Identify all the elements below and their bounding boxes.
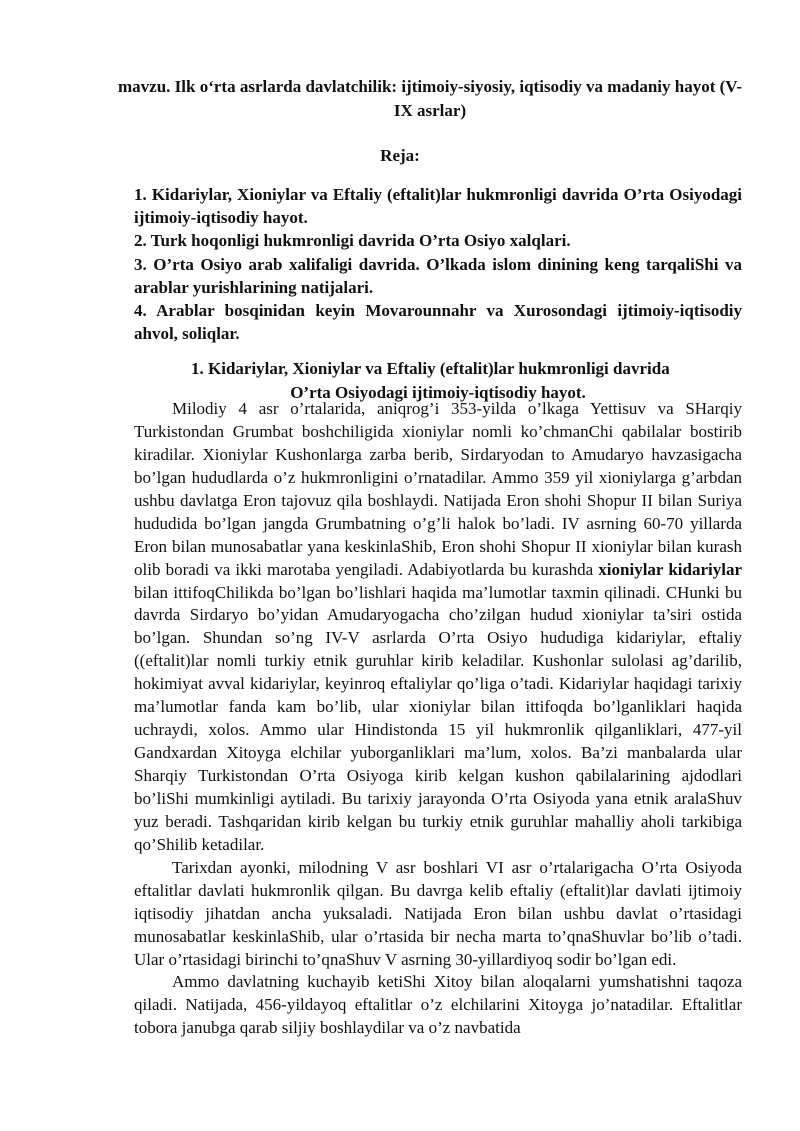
plan-list xyxy=(134,183,742,345)
paragraph-1-end: bilan ittifoqChilikda bo’lgan bo’lishlari haqida ma’lumotlar taxmin qilinadi. CHunki bu davrda Sirdaryo bo’yidan Amudaryogacha cho’zilgan hudud xioniylar ta’siri ostida bo’lgan. Shundan so’ng IV-V asrlarda O’rta Osiyo hududiga kidariylar, eftaliy ((eftalit)lar nomli turkiy etnik guruhlar kirib keladilar. Kushonlar sulolasi ag’darilib, hokimiyat avval kidariylar, keyinroq eftaliylar qo’liga o’tadi. Kidariylar haqidagi tarixiy ma’lumotlar fanda kam bo’lib, ular xioniylar bilan ittifoqda bo’lganliklari haqida uchraydi, xolos. Ammo ular Hindistonda 15 yil hukmronlik qilganliklari, 477-yil Gandxardan Xitoyga elchilar yuborganliklari ma’lum, xolos. Ba’zi manbalarda ular Sharqiy Turkistondan O’rta Osiyoga kirib kelgan kushon qabilalarining ajdodlari bo’liShi mumkinligi aytiladi. Bu tarixiy jarayonda O’rta Osiyoda yana etnik aralaShuv yuz beradi. Tashqaridan kirib kelgan bu turkiy etnik guruhlar mahalliy aholi tarkibiga qo’Shilib ketadilar. xyxy=(134,582,742,854)
section-heading-line-1: 1. Kidariylar, Xioniylar va Eftaliy (eftalit)lar hukmronligi davrida xyxy=(191,359,670,378)
section-heading-line-2: O’rta Osiyodagi ijtimoiy-iqtisodiy hayot. xyxy=(290,382,586,402)
plan-item-1: 1. Kidariylar, Xioniylar va Eftaliy (eftalit)lar hukmronligi davrida O’rta Osiyodagi ijtimoiy-iqtisodiy hayot. xyxy=(134,185,742,228)
plan-item-2: 2. Turk hoqonligi hukmronligi davrida O’rta Osiyo xalqlari. xyxy=(134,231,571,251)
paragraph-1-start: Milodiy 4 asr o’rtalarida, aniqrog’i 353-yilda o’lkaga Yettisuv va SHarqiy Turkistondan Grumbat boshchiligida xioniylar nomli ko’chmanChi qabilalar bostirib kiradilar. Xioniylar Kushonlarga zarba berib, Sirdaryodan to Amudaryo havzasigacha bo’lgan hududlarda o’z hukmronligini o’rnatadilar. Ammo 359 yil xioniylarga g’arbdan ushbu davlatga Eron tajovuz qila boshlaydi. Natijada Eron shohi Shopur II bilan Suriya hududida bo’lgan jangda Grumbatning o’g’li halok bo’ladi. IV asrning 60-70 yillarda Eron bilan munosabatlar yana keskinlaShib, Eron shohi Shopur II xioniylar bilan kurash olib boradi va ikki marotaba yengiladi. Adabiyotlarda bu kurashda xyxy=(134,399,742,579)
plan-item-3: 3. O’rta Osiyo arab xalifaligi davrida. O’lkada islom dinining keng tarqaliShi va arablar yurishlarining natijalari. xyxy=(134,254,742,297)
paragraph-1 xyxy=(134,398,742,857)
section-heading xyxy=(134,357,742,404)
plan-heading: Reja: xyxy=(380,146,420,165)
paragraph-2: Tarixdan ayonki, milodning V asr boshlari VI asr o’rtalarigacha O’rta Osiyoda eftalitlar davlati hukmronlik qilgan. Bu davrga kelib eftaliy (eftalit)lar davlati ijtimoiy iqtisodiy jihatdan ancha yuksaladi. Natijada Eron bilan ushbu davlat o’rtasidagi munosabatlar keskinlaShib, ular o’rtasida bir necha marta to’qnaShuvlar bo’lib o’tadi. Ular o’rtasidagi birinchi to’qnaShuv V asrning 30-yillardiyoq sodir bo’lgan edi. xyxy=(134,857,742,969)
paragraph-3: Ammo davlatning kuchayib ketiShi Xitoy bilan aloqalarni yumshatishni taqoza qiladi. Natijada, 456-yildayoq eftalitlar o’z elchilarini Xitoyga jo’natadilar. Eftalitlar tobora janubga qarab siljiy boshlaydilar va o’z navbatida xyxy=(134,972,742,1038)
body-text xyxy=(134,398,742,1040)
paragraph-1-bold-phrase: xioniylar kidariylar xyxy=(598,559,742,579)
plan-item-4: 4. Arablar bosqinidan keyin Movarounnahr va Xurosondagi ijtimoiy-iqtisodiy ahvol, soliqlar. xyxy=(134,301,742,344)
document-title: mavzu. Ilk o‘rta asrlarda davlatchilik: ijtimoiy-siyosiy, iqtisodiy va madaniy hayot (V-IX asrlar) xyxy=(118,77,742,120)
